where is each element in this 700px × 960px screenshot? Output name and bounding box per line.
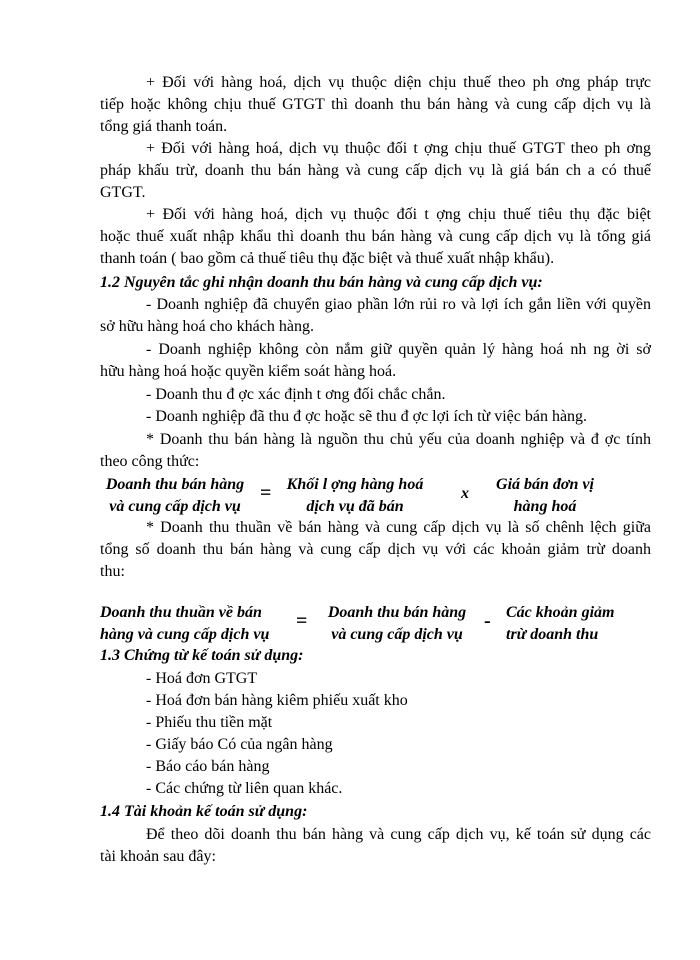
formula-term: và cung cấp dịch vụ [331,626,463,643]
formula-term: hàng và cung cấp dịch vụ [100,626,270,643]
paragraph-line: + Đối với hàng hoá, dịch vụ thuộc diện chịu thuế theo ph ơng pháp trực [146,74,651,91]
bullet-line: sở hữu hàng hoá cho khách hàng. [100,318,314,335]
bullet-line: - Doanh nghiệp đã chuyển giao phần lớn rủi ro và lợi ích gắn liền với quyền [146,296,651,313]
formula-term: hàng hoá [513,498,577,515]
formula-revenue [100,474,651,520]
paragraph-line: tổng số doanh thu bán hàng và cung cấp dịch vụ với các khoản giảm trừ doanh [100,541,651,558]
paragraph-line: thu: [100,563,125,580]
formula-term: Khối l ợng hàng hoá [286,476,424,493]
bullet-line: - Doanh nghiệp không còn nắm giữ quyền quản lý hàng hoá nh ng ời sở [146,341,651,358]
formula-term: Doanh thu bán hàng [327,604,467,621]
list-item: - Hoá đơn bán hàng kiêm phiếu xuất kho [146,692,408,709]
formula-term: và cung cấp dịch vụ [109,498,241,515]
paragraph-line: GTGT. [100,184,146,201]
paragraph-line: tài khoản sau đây: [100,848,216,865]
formula-term: dịch vụ đã bán [306,498,404,515]
formula-net-revenue [100,602,651,648]
section-heading: 1.3 Chứng từ kế toán sử dụng: [100,647,304,664]
paragraph-line: * Doanh thu thuần về bán hàng và cung cấp dịch vụ là số chênh lệch giữa [146,519,651,536]
bullet-line: - Doanh nghiệp đã thu đ ợc hoặc sẽ thu đ ợc lợi ích từ việc bán hàng. [146,408,588,425]
list-item: - Các chứng từ liên quan khác. [146,780,343,797]
paragraph-line: + Đối với hàng hoá, dịch vụ thuộc đối t ợng chịu thuế GTGT theo ph ơng [146,140,651,157]
list-item: - Báo cáo bán hàng [146,758,270,775]
minus-sign: - [484,610,491,632]
equals-sign: = [260,482,272,504]
formula-term: trừ doanh thu [506,626,599,643]
equals-sign: = [296,610,308,632]
bullet-line: hữu hàng hoá hoặc quyền kiểm soát hàng hoá. [100,363,397,380]
paragraph-line: * Doanh thu bán hàng là nguồn thu chủ yếu của doanh nghiệp và đ ợc tính [146,431,651,448]
paragraph-line: pháp khấu trừ, doanh thu bán hàng và cung cấp dịch vụ là giá bán ch a có thuế [100,162,651,179]
bullet-line: - Doanh thu đ ợc xác định t ơng đối chắc chắn. [146,386,446,403]
paragraph-line: thanh toán ( bao gồm cả thuế tiêu thụ đặc biệt và thuế xuất nhập khẩu). [100,250,555,267]
paragraph-line: theo công thức: [100,453,200,470]
paragraph-line: tiếp hoặc không chịu thuế GTGT thì doanh thu bán hàng và cung cấp dịch vụ là [100,96,651,113]
section-heading: 1.4 Tài khoản kế toán sử dụng: [100,803,308,820]
list-item: - Giấy báo Có của ngân hàng [146,736,333,753]
formula-term: Các khoản giảm [506,604,615,621]
paragraph-line: + Đối với hàng hoá, dịch vụ thuộc đối t ợng chịu thuế tiêu thụ đặc biệt [146,206,651,223]
section-heading: 1.2 Nguyên tắc ghi nhận doanh thu bán hàng và cung cấp dịch vụ: [100,274,543,291]
formula-term: Doanh thu thuần về bán [100,604,262,621]
formula-term: Doanh thu bán hàng [105,476,245,493]
paragraph-line: tổng giá thanh toán. [100,118,228,135]
paragraph-line: Để theo dõi doanh thu bán hàng và cung cấp dịch vụ, kế toán sử dụng các [146,826,651,843]
paragraph-line: hoặc thuế xuất nhập khẩu thì doanh thu bán hàng và cung cấp dịch vụ là tổng giá [100,228,651,245]
multiply-sign: x [461,485,469,502]
list-item: - Hoá đơn GTGT [146,670,258,687]
formula-term: Giá bán đơn vị [496,476,594,493]
list-item: - Phiếu thu tiền mặt [146,714,273,731]
